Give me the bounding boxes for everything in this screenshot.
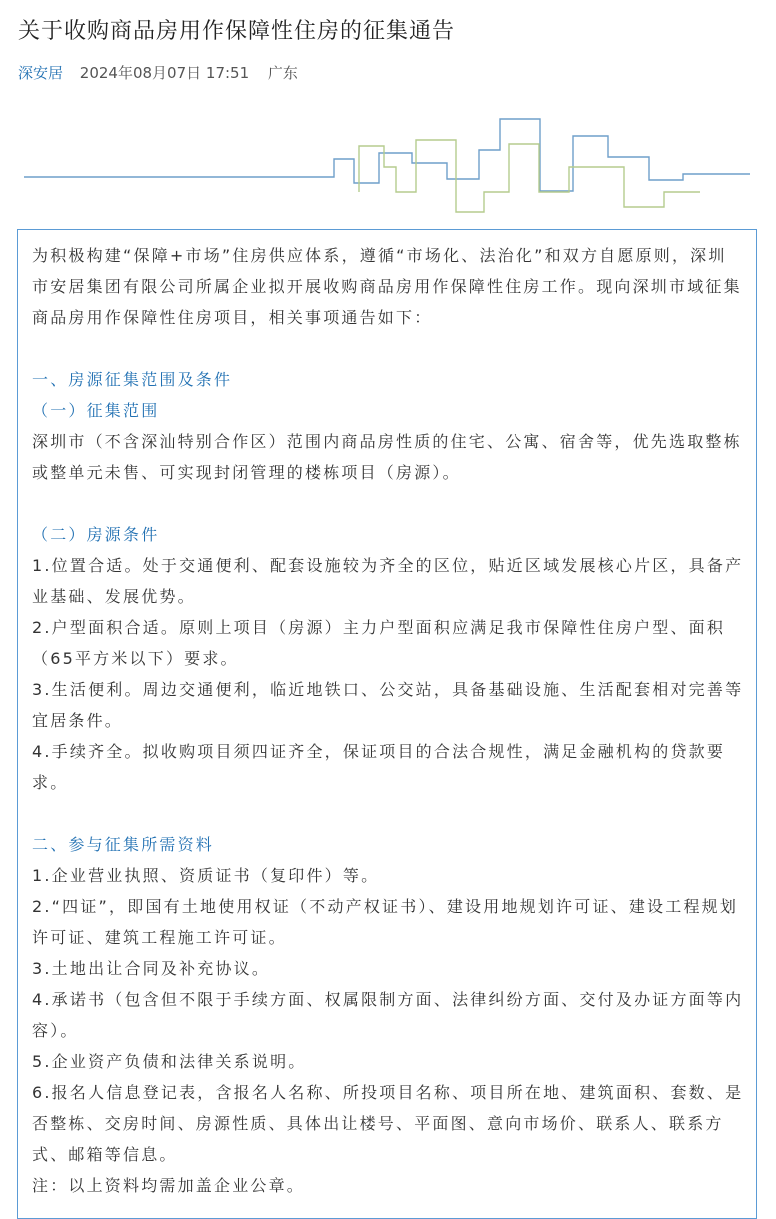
condition-item: 1.位置合适。处于交通便利、配套设施较为齐全的区位，贴近区域发展核心片区，具备产业基础、发展优势。 xyxy=(32,556,744,606)
section1-sub1-heading: （一）征集范围 xyxy=(32,401,160,420)
condition-item: 3.生活便利。周边交通便利，临近地铁口、公交站，具备基础设施、生活配套相对完善等宜居条件。 xyxy=(32,680,744,730)
material-item: 4.承诺书（包含但不限于手续方面、权属限制方面、法律纠纷方面、交付及办证方面等内容）。 xyxy=(32,990,744,1040)
section2-heading: 二、参与征集所需资料 xyxy=(32,835,215,854)
article-body xyxy=(32,240,744,1201)
article-title: 关于收购商品房用作保障性住房的征集通告 xyxy=(18,19,456,44)
author-link[interactable]: 深安居 xyxy=(18,64,64,82)
condition-item: 4.手续齐全。拟收购项目须四证齐全，保证项目的合法合规性，满足金融机构的贷款要求。 xyxy=(32,742,726,792)
article-meta xyxy=(18,62,298,83)
publish-location: 广东 xyxy=(267,64,298,82)
publish-time: 2024年08月07日 17:51 xyxy=(79,64,250,82)
section1-sub2-heading: （二）房源条件 xyxy=(32,525,160,544)
section1-sub1-text: 深圳市（不含深汕特别合作区）范围内商品房性质的住宅、公寓、宿舍等，优先选取整栋或整单元未售、可实现封闭管理的楼栋项目（房源）。 xyxy=(32,432,742,482)
intro-paragraph: 为积极构建“保障+市场”住房供应体系，遵循“市场化、法治化”和双方自愿原则，深圳市安居集团有限公司所属企业拟开展收购商品房用作保障性住房工作。现向深圳市域征集商品房用作保障性住房项目，相关事项通告如下： xyxy=(32,246,742,327)
material-item: 2.“四证”，即国有土地使用权证（不动产权证书）、建设用地规划许可证、建设工程规划许可证、建筑工程施工许可证。 xyxy=(32,897,739,947)
material-item: 1.企业营业执照、资质证书（复印件）等。 xyxy=(32,866,380,885)
material-item: 3.土地出让合同及补充协议。 xyxy=(32,959,271,978)
material-item: 6.报名人信息登记表，含报名人名称、所投项目名称、项目所在地、建筑面积、套数、是否整栋、交房时间、房源性质、具体出让楼号、平面图、意向市场价、联系人、联系方式、邮箱等信息。 xyxy=(32,1083,744,1164)
skyline-banner xyxy=(24,112,750,230)
condition-item: 2.户型面积合适。原则上项目（房源）主力户型面积应满足我市保障性住房户型、面积（65平方米以下）要求。 xyxy=(32,618,726,668)
material-item: 5.企业资产负债和法律关系说明。 xyxy=(32,1052,307,1071)
section1-heading: 一、房源征集范围及条件 xyxy=(32,370,233,389)
note-text: 注：以上资料均需加盖企业公章。 xyxy=(32,1176,306,1195)
